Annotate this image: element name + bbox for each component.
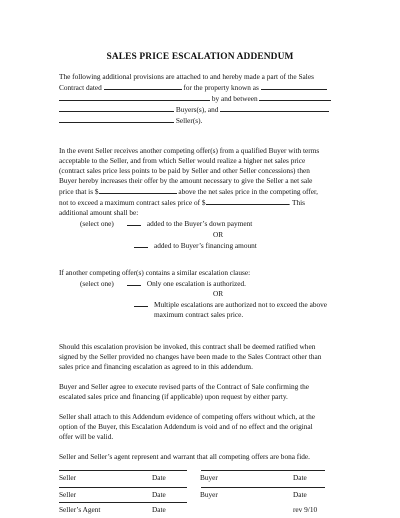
warrant-line: Seller and Seller’s agent represent and warrant that all competing offers are bona fide. (59, 452, 310, 461)
competing-option-2 (59, 299, 344, 310)
evidence-paragraph (59, 412, 344, 442)
escalation-option-1 (59, 218, 344, 229)
intro-line-3 (59, 93, 344, 104)
contract-date-field[interactable] (104, 82, 182, 90)
increase-amount-label: price that is $ (59, 187, 99, 197)
date-label: Date (152, 490, 166, 499)
revision-label: rev 9/10 (293, 505, 318, 514)
intro-paragraph (59, 72, 344, 126)
buyer-name-field[interactable] (59, 104, 174, 112)
escalation-line-5 (59, 186, 344, 197)
select-one-label: (select one) (80, 279, 114, 289)
competing-option-2-cont: maximum contract sales price. (154, 310, 244, 320)
property-address-field[interactable] (261, 82, 327, 90)
signature-row-2 (59, 487, 341, 501)
date-label: Date (293, 473, 307, 482)
financing-amount-checkbox[interactable] (134, 240, 148, 248)
seller-label: Seller (59, 473, 77, 482)
signature-row-1 (59, 470, 341, 484)
sellers-label: Seller(s). (175, 116, 203, 126)
buyer-label: Buyer (200, 490, 218, 499)
ratified-paragraph (59, 342, 344, 372)
escalation-line-4: Buyer hereby increases their offer by the amount necessary to give the Seller a net sale (59, 176, 313, 186)
ratified-line-2: signed by the Seller provided no changes have been made to the Sales Contract other than (59, 352, 322, 362)
competing-line-1: If another competing offer(s) contains a similar escalation clause: (59, 268, 251, 277)
sellers-agent-label: Seller’s Agent (59, 505, 101, 514)
escalation-or: OR (213, 229, 224, 239)
date-label: Date (152, 473, 166, 482)
escalation-option-2 (59, 240, 344, 251)
property-address-field-2[interactable] (59, 93, 210, 101)
competing-option-1 (59, 278, 344, 289)
intro-line-5 (59, 115, 344, 126)
evidence-line-2: option of the Buyer, this Escalation Addendum is void and of no effect and the original (59, 422, 313, 432)
seller-signature-line[interactable] (59, 470, 187, 471)
ratified-line-1: Should this escalation provision be invoked, this contract shall be deemed ratified when (59, 342, 316, 351)
escalation-line-2: acceptable to the Seller, and from which Seller would realize a higher net sales price (59, 156, 306, 166)
execute-paragraph (59, 382, 344, 402)
agent-signature-line[interactable] (59, 502, 187, 503)
this-label: . This (288, 198, 305, 208)
financing-amount-label: added to Buyer’s financing amount (154, 240, 257, 250)
buyer-signature-line[interactable] (201, 470, 325, 471)
select-one-label: (select one) (80, 219, 114, 229)
property-known-as-label: for the property known as (183, 83, 259, 93)
seller-name-field[interactable] (59, 115, 174, 123)
seller-signature-line[interactable] (59, 487, 187, 488)
escalation-line-1: In the event Seller receives another competing offer(s) from a qualified Buyer with terms (59, 146, 320, 155)
intro-line-2 (59, 82, 344, 93)
date-label: Date (152, 505, 166, 514)
buyers-label: Buyers(s), and (175, 105, 219, 115)
document-title: SALES PRICE ESCALATION ADDENDUM (106, 52, 294, 62)
signature-row-3 (59, 502, 341, 516)
party-field-1[interactable] (259, 93, 331, 101)
contract-dated-label: Contract dated (59, 83, 102, 93)
buyer-label: Buyer (200, 473, 218, 482)
one-escalation-label: Only one escalation is authorized. (146, 279, 246, 289)
ratified-line-3: sales price and financing escalation as agreed to in this addendum. (59, 362, 253, 372)
competing-or: OR (213, 289, 224, 299)
escalation-paragraph (59, 146, 344, 251)
intro-line-4 (59, 104, 344, 115)
intro-line-1: The following additional provisions are attached to and hereby made a part of the Sales (59, 72, 314, 81)
one-escalation-checkbox[interactable] (127, 278, 141, 286)
increase-amount-field[interactable] (99, 186, 177, 194)
max-price-label: not to exceed a maximum contract sales price of $ (59, 198, 206, 208)
escalation-line-6 (59, 197, 344, 208)
warrant-paragraph (59, 452, 344, 462)
max-price-field[interactable] (206, 197, 289, 205)
date-label: Date (293, 490, 307, 499)
evidence-line-1: Seller shall attach to this Addendum evidence of competing offers without which, at the (59, 412, 316, 421)
execute-line-2: escalated sales price and financing (if applicable) upon request by either party. (59, 392, 288, 402)
down-payment-label: added to the Buyer’s down payment (146, 219, 253, 229)
escalation-line-7: additional amount shall be: (59, 208, 139, 218)
buyer-signature-line[interactable] (201, 487, 325, 488)
execute-line-1: Buyer and Seller agree to execute revised parts of the Contract of Sale confirming the (59, 382, 310, 391)
by-and-between-label: by and between (211, 94, 258, 104)
party-field-2[interactable] (220, 104, 329, 112)
competing-paragraph (59, 268, 344, 320)
escalation-line-3: (contract sales price less points to be paid by Seller and other Seller concessions) then (59, 166, 310, 176)
down-payment-checkbox[interactable] (127, 218, 141, 226)
above-net-price-label: above the net sales price in the competing offer, (178, 187, 318, 197)
evidence-line-3: offer will be valid. (59, 432, 114, 442)
multiple-escalations-label: Multiple escalations are authorized not to exceed the above (154, 300, 328, 310)
multiple-escalations-checkbox[interactable] (134, 299, 148, 307)
seller-label: Seller (59, 490, 77, 499)
